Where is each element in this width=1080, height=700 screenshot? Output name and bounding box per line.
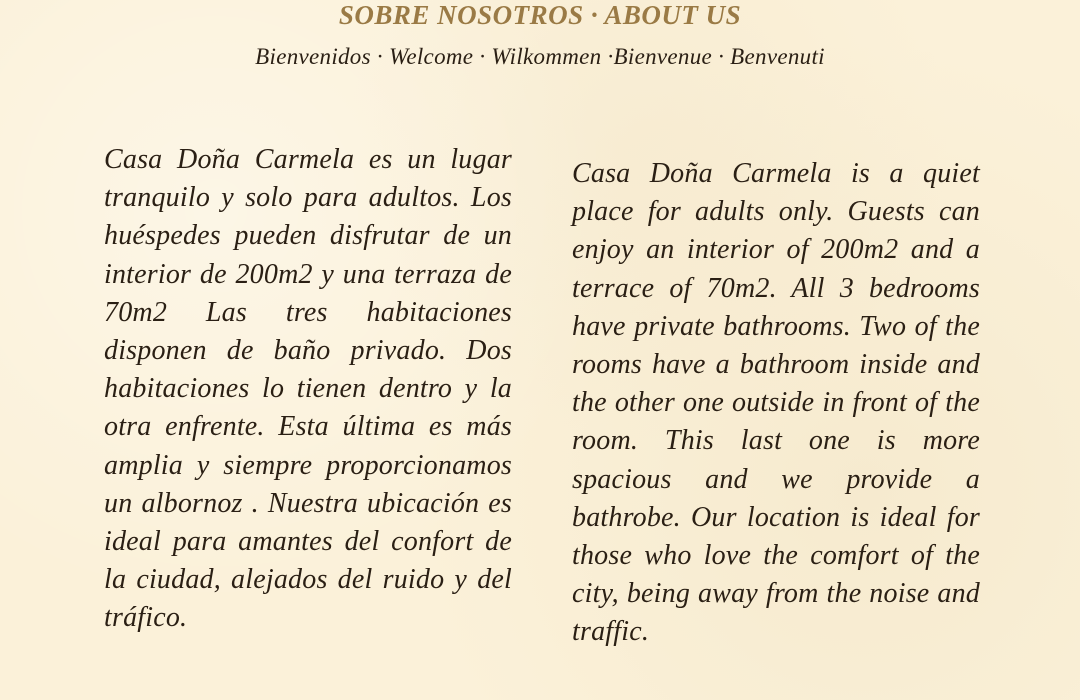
about-text-english: Casa Doña Carmela is a quiet place for adults only. Guests can enjoy an interior of 200m2 and a terrace of 70m2. All 3 bedrooms have private bathrooms. Two of the rooms have a bathroom inside and the other one outside in front of the room. This last one is more spacious and we provide a bathrobe. Our location is ideal for those who love the comfort of the city, being away from the noise and traffic. (572, 158, 980, 648)
about-text-spanish: Casa Doña Carmela es un lugar tranquilo y solo para adultos. Los huéspedes pueden disfrutar de un interior de 200m2 y una terraza de 70m2 Las tres habitaciones disponen de baño privado. Dos habitaciones lo tienen dentro y la otra enfrente. Esta última es más amplia y siempre proporcionamos un albornoz . Nuestra ubicación es ideal para amantes del confort de la ciudad, alejados del ruido y del tráfico. (104, 144, 512, 634)
page-title: SOBRE NOSOTROS · ABOUT US (338, 0, 742, 30)
welcome-languages: Bienvenidos · Welcome · Wilkommen ·Bienvenue · Benvenuti (255, 44, 825, 69)
